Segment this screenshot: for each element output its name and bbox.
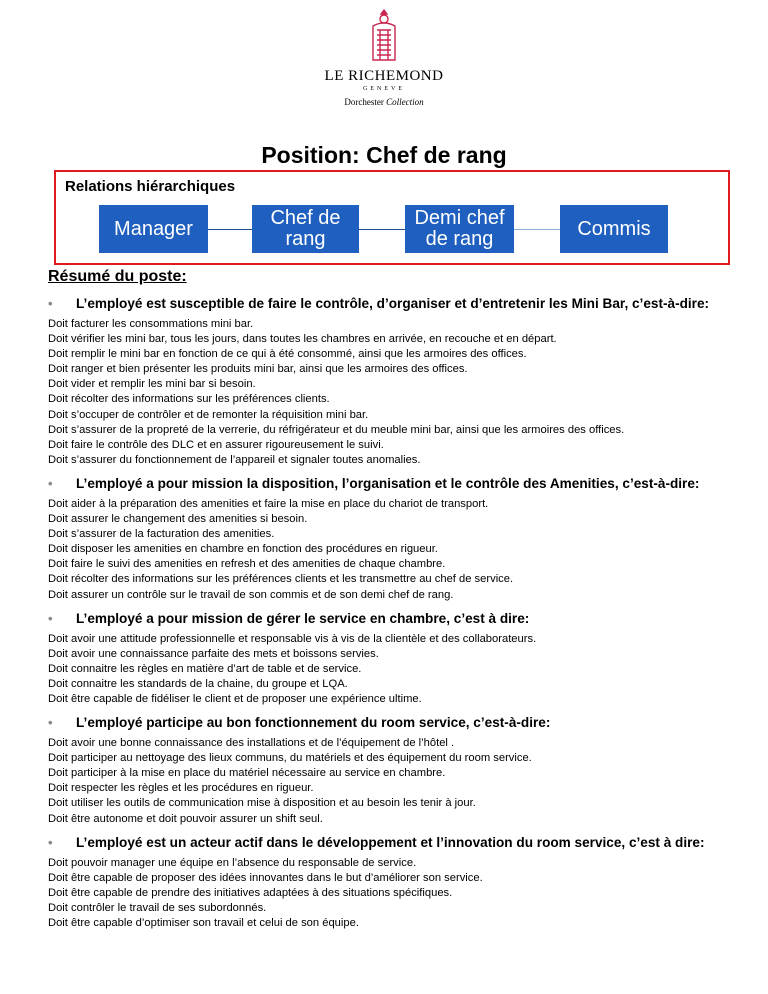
section-lines [48, 736, 748, 827]
duty-line: Doit être capable de proposer des idées innovantes dans le but d’améliorer son service. [48, 871, 483, 884]
duty-line: Doit participer à la mise en place du matériel nécessaire au service en chambre. [48, 767, 446, 780]
section-lines [48, 317, 748, 468]
summary-title: Résumé du poste: [48, 268, 187, 285]
duty-line: Doit vider et remplir les mini bar si besoin. [48, 378, 256, 391]
duty-line: Doit facturer les consommations mini bar. [48, 318, 254, 330]
section-heading [48, 611, 748, 626]
section-lines [48, 856, 748, 931]
hierarchy-title: Relations hiérarchiques [65, 178, 236, 195]
bullet-icon: • [48, 475, 53, 491]
section [48, 476, 748, 603]
duty-line: Doit avoir une attitude professionnelle et responsable vis à vis de la clientèle et des collaborateurs. [48, 632, 537, 645]
brand-name: LE RICHEMOND [324, 68, 444, 84]
duty-line: Doit connaitre les standards de la chaine, du groupe et LQA. [48, 677, 348, 690]
hierarchy-connector [514, 229, 560, 230]
page-title: Position: Chef de rang [261, 142, 507, 168]
duty-line: Doit être capable d’optimiser son travail et celui de son équipe. [48, 917, 359, 929]
duty-line: Doit faire le contrôle des DLC et en assurer rigoureusement le suivi. [48, 438, 384, 451]
duty-line: Doit être autonome et doit pouvoir assurer un shift seul. [48, 812, 323, 825]
duty-line: Doit ranger et bien présenter les produits mini bar, ainsi que les armoires des offices. [48, 363, 468, 376]
duty-line: Doit aider à la préparation des amenities et faire la mise en place du chariot de transport. [48, 497, 489, 510]
section-heading [48, 296, 748, 311]
hierarchy-connector [359, 229, 405, 230]
duty-line: Doit avoir une connaissance parfaite des mets et boissons servies. [48, 647, 379, 660]
richemond-crest-icon [368, 8, 400, 64]
section [48, 296, 748, 468]
brand-city: GENEVE [363, 86, 405, 92]
duty-line: Doit vérifier les mini bar, tous les jours, dans toutes les chambres en arrivée, en recouche et en départ. [48, 333, 557, 346]
duty-line: Doit être capable de fidéliser le client et de proposer une expérience ultime. [48, 692, 422, 705]
job-description [48, 296, 748, 939]
node-manager: Manager [99, 205, 208, 253]
duty-line: Doit être capable de prendre des initiatives adaptées à des situations spécifiques. [48, 886, 453, 899]
bullet-icon: • [48, 834, 53, 850]
duty-line: Doit s’assurer de la propreté de la verrerie, du réfrigérateur et du meuble mini bar, ainsi que les armoires des offices. [48, 423, 625, 436]
duty-line: Doit s’assurer du fonctionnement de l’appareil et signaler toutes anomalies. [48, 453, 421, 466]
duty-line: Doit s’occuper de contrôler et de remonter la réquisition mini bar. [48, 408, 369, 421]
node-chef-de-rang: Chef de rang [252, 205, 359, 253]
duty-line: Doit remplir le mini bar en fonction de ce qui à été consommé, ainsi que les armoires des offices. [48, 348, 527, 361]
duty-line: Doit contrôler le travail de ses subordonnés. [48, 901, 267, 914]
section [48, 611, 748, 707]
duty-line: Doit récolter des informations sur les préférences clients et les transmettre au chef de service. [48, 573, 514, 586]
section [48, 835, 748, 931]
section-heading-text: L’employé a pour mission la disposition, l’organisation et le contrôle des Amenities, c’est-à-dire: [76, 475, 700, 491]
section-heading-text: L’employé participe au bon fonctionnement du room service, c’est-à-dire: [76, 715, 551, 731]
header-logo [0, 8, 768, 107]
section-heading-text: L’employé est un acteur actif dans le développement et l’innovation du room service, c’est à dire: [76, 834, 705, 850]
duty-line: Doit respecter les règles et les procédures en rigueur. [48, 782, 314, 795]
bullet-icon: • [48, 715, 53, 731]
node-demi-chef-de-rang: Demi chef de rang [405, 205, 514, 253]
section-heading-text: L’employé a pour mission de gérer le service en chambre, c’est à dire: [76, 610, 530, 626]
duty-line: Doit avoir une bonne connaissance des installations et de l’équipement de l’hôtel . [48, 737, 455, 750]
bullet-icon: • [48, 296, 53, 311]
section [48, 715, 748, 827]
section-heading [48, 715, 748, 730]
duty-line: Doit pouvoir manager une équipe en l’absence du responsable de service. [48, 856, 417, 869]
duty-line: Doit assurer un contrôle sur le travail de son commis et de son demi chef de rang. [48, 588, 454, 601]
brand-collection: Dorchester Collection [344, 97, 424, 107]
section-lines [48, 497, 748, 603]
duty-line: Doit s’assurer de la facturation des amenities. [48, 528, 275, 541]
duty-line: Doit disposer les amenities en chambre en fonction des procédures en rigueur. [48, 543, 438, 556]
duty-line: Doit récolter des informations sur les préférences clients. [48, 393, 330, 406]
section-heading-text: L’employé est susceptible de faire le contrôle, d’organiser et d’entretenir les Mini Bar, c’est-à-dire: [76, 296, 710, 311]
section-heading [48, 476, 748, 491]
duty-line: Doit utiliser les outils de communication mise à disposition et au besoin les tenir à jour. [48, 797, 476, 810]
duty-line: Doit faire le suivi des amenities en refresh et des amenities de chaque chambre. [48, 558, 446, 571]
hierarchy-connector [208, 229, 252, 230]
hierarchy-box [54, 170, 730, 265]
section-heading [48, 835, 748, 850]
duty-line: Doit assurer le changement des amenities si besoin. [48, 513, 308, 526]
node-commis: Commis [560, 205, 668, 253]
section-lines [48, 632, 748, 707]
bullet-icon: • [48, 610, 53, 626]
duty-line: Doit participer au nettoyage des lieux communs, du matériels et des équipement du room service. [48, 752, 532, 765]
duty-line: Doit connaitre les règles en matière d’art de table et de service. [48, 662, 362, 675]
